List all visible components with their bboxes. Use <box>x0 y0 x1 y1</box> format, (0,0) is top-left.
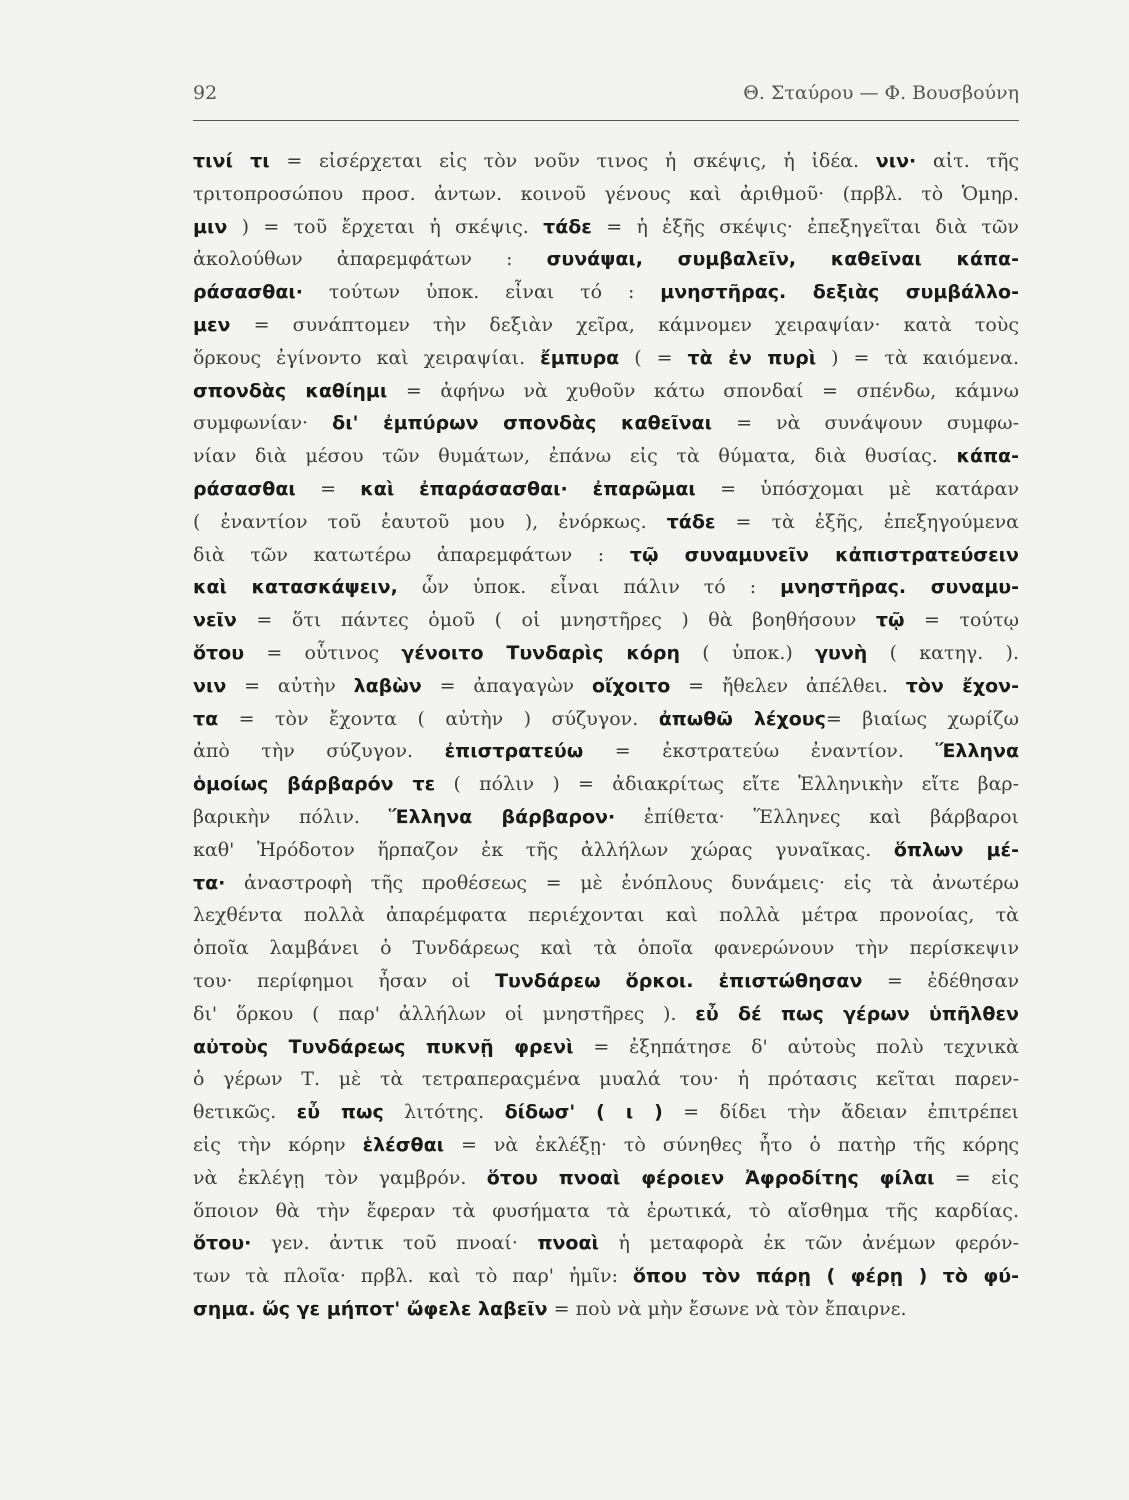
gloss-text: ἀναστροφὴ τῆς προθέσεως = μὲ ἐνόπλους δυνάμεις· εἰς τὰ ἀνωτέρω <box>225 871 1019 894</box>
text-line <box>193 1293 1019 1326</box>
gloss-text: = δίδει τὴν ἄδειαν ἐπιτρέπει <box>662 1101 1019 1124</box>
gloss-text: = ἤθελεν ἀπέλθει. <box>670 674 906 697</box>
gloss-text: = ἡ ἑξῆς σκέψις· ἐπεξηγεῖται διὰ τῶν <box>591 215 1019 238</box>
lemma-term: νιν· <box>875 150 917 172</box>
text-line <box>193 834 1019 867</box>
commentary-text <box>193 145 1019 1326</box>
gloss-text: ὁποῖα λαμβάνει ὁ Τυνδάρεως καὶ τὰ ὁποῖα φανερώνουν τὴν περίσκεψιν <box>193 937 1019 960</box>
text-line <box>193 178 1019 211</box>
text-line <box>193 407 1019 440</box>
text-line <box>193 473 1019 506</box>
lemma-term: νιν <box>193 674 227 697</box>
lemma-term: κάπα- <box>956 445 1019 468</box>
gloss-text: = νὰ ἐκλέξῃ· τὸ σύνηθες ἦτο ὁ πατὴρ τῆς κόρης <box>444 1133 1019 1156</box>
gloss-text: = συνάπτομεν τὴν δεξιὰν χεῖρα, κάμνομεν χειραψίαν· κατὰ τοὺς <box>230 313 1019 336</box>
gloss-text: = οὗτινος <box>244 641 402 664</box>
lemma-term: δι' ἐμπύρων σπονδὰς καθεῖναι <box>332 412 713 435</box>
text-line <box>193 1260 1019 1293</box>
gloss-text: διὰ τῶν κατωτέρω ἀπαρεμφάτων : <box>193 543 630 566</box>
lemma-term: ὅπου τὸν πάρῃ ( φέρῃ ) τὸ φύ- <box>632 1265 1019 1288</box>
lemma-term: τάδε <box>666 510 716 533</box>
lemma-term: αὐτοὺς Τυνδάρεως πυκνῇ φρενὶ <box>193 1035 574 1058</box>
gloss-text: = τὰ ἑξῆς, ἐπεξηγούμενα <box>715 510 1019 533</box>
lemma-term: δίδωσ' ( ι ) <box>504 1101 663 1124</box>
gloss-text: καθ' Ἡρόδοτον ἥρπαζον ἐκ τῆς ἀλλήλων χώρας γυναῖκας. <box>193 838 894 861</box>
text-line <box>193 276 1019 309</box>
lemma-term: σπονδὰς καθίημι <box>193 379 388 402</box>
text-line <box>193 604 1019 637</box>
lemma-term: τάδε <box>543 215 592 238</box>
gloss-text: = βιαίως χωρίζω <box>825 707 1019 730</box>
lemma-term: τα <box>193 707 219 730</box>
running-title: Θ. Σταύρου — Φ. Βουσβούνη <box>743 82 1019 104</box>
gloss-text: ( κατηγ. ). <box>867 641 1019 664</box>
gloss-text: βαρικὴν πόλιν. <box>193 805 389 828</box>
gloss-text: ( πόλιν ) = ἀδιακρίτως εἴτε Ἑλληνικὴν εἴτε βαρ- <box>435 773 1019 796</box>
gloss-text: νίαν διὰ μέσου τῶν θυμάτων, ἐπάνω εἰς τὰ θύματα, διὰ θυσίας. <box>193 445 957 468</box>
gloss-text: τριτοπροσώπου προσ. ἀντων. κοινοῦ γένους καὶ ἀριθμοῦ· (πρβλ. τὸ Ὁμηρ. <box>193 182 1019 205</box>
lemma-term: τῷ συναμυνεῖν κἀπιστρατεύσειν <box>629 543 1019 566</box>
gloss-text: = ὅτι πάντες ὁμοῦ ( οἱ μνηστῆρες ) θὰ βοηθήσουν <box>236 609 876 632</box>
gloss-text: = ἐκστρατεύω ἐναντίον. <box>583 740 936 763</box>
lemma-term: τῷ <box>875 609 905 632</box>
text-line <box>193 1096 1019 1129</box>
text-line <box>193 145 1019 178</box>
text-line <box>193 506 1019 539</box>
gloss-text: ( = <box>619 346 688 369</box>
text-line <box>193 1227 1019 1260</box>
text-line <box>193 735 1019 768</box>
lemma-term: ὅτου <box>193 641 245 664</box>
gloss-text: = ἀφήνω νὰ χυθοῦν κάτω σπονδαί = σπένδω, κάμνω <box>387 379 1019 402</box>
lemma-term: μιν <box>193 215 228 238</box>
lemma-term: ὅπλων μέ- <box>893 838 1019 861</box>
gloss-text: = εἰς <box>934 1166 1019 1189</box>
gloss-text: = ἐδέθησαν <box>862 969 1019 992</box>
text-line <box>193 637 1019 670</box>
lemma-term: λαβὼν <box>353 674 422 697</box>
gloss-text: ὅποιον θὰ τὴν ἔφεραν τὰ φυσήματα τὰ ἐρωτικά, τὸ αἴσθημα τῆς καρδίας. <box>193 1199 1019 1222</box>
text-line <box>193 965 1019 998</box>
gloss-text: δι' ὅρκου ( παρ' ἀλλήλων οἱ μνηστῆρες ). <box>193 1002 696 1025</box>
text-line <box>193 1162 1019 1195</box>
gloss-text: = ἀπαγαγὼν <box>421 674 592 697</box>
gloss-text: νὰ ἐκλέγῃ τὸν γαμβρόν. <box>193 1166 487 1189</box>
lemma-term: μνηστῆρας. δεξιὰς συμβάλλο- <box>660 281 1019 304</box>
gloss-text: = αὐτὴν <box>226 674 354 697</box>
gloss-text: εἰς τὴν κόρην <box>193 1133 363 1156</box>
gloss-text: = <box>295 477 361 500</box>
gloss-text: = τὸν ἔχοντα ( αὐτὴν ) σύζυγον. <box>218 707 659 730</box>
text-line <box>193 768 1019 801</box>
gloss-text: του· περίφημοι ἦσαν οἱ <box>193 969 496 992</box>
gloss-text: ) = τοῦ ἔρχεται ἡ σκέψις. <box>227 215 544 238</box>
gloss-text: ἀπὸ τὴν σύζυγον. <box>193 740 445 763</box>
lemma-term: ὅτου· <box>193 1232 252 1255</box>
gloss-text: ὅρκους ἐγίνοντο καὶ χειραψίαι. <box>193 346 541 369</box>
gloss-text: ἀκολούθων ἀπαρεμφάτων : <box>193 248 547 271</box>
gloss-text: τούτων ὑποκ. εἶναι τό : <box>303 281 661 304</box>
lemma-term: καὶ κατασκάψειν, <box>193 576 398 599</box>
lemma-term: ράσασθαι· <box>193 281 304 304</box>
gloss-text: ( ἐναντίον τοῦ ἑαυτοῦ μου ), ἐνόρκως. <box>193 510 667 533</box>
lemma-term: τινί τι <box>193 150 270 172</box>
text-line <box>193 998 1019 1031</box>
header-rule <box>193 120 1019 121</box>
gloss-text: των τὰ πλοῖα· πρβλ. καὶ τὸ παρ' ἡμῖν: <box>193 1265 633 1288</box>
lemma-term: τὰ ἐν πυρὶ <box>687 346 817 369</box>
gloss-text: λιτότης. <box>383 1101 505 1124</box>
text-line <box>193 670 1019 703</box>
text-line <box>193 211 1019 244</box>
gloss-text: = ποὺ νὰ μὴν ἔσωνε νὰ τὸν ἔπαιρνε. <box>547 1297 907 1320</box>
lemma-term: συνάψαι, συμβαλεῖν, καθεῖναι κάπα- <box>546 248 1019 271</box>
gloss-text: ἐπίθετα· Ἕλληνες καὶ βάρβαροι <box>615 805 1019 828</box>
gloss-text: = νὰ συνάψουν συμφω- <box>712 412 1019 435</box>
lemma-term: σημα. ὥς γε μήποτ' ὤφελε λαβεῖν <box>193 1297 548 1320</box>
gloss-text: ὧν ὑποκ. εἶναι πάλιν τό : <box>397 576 781 599</box>
lemma-term: νεῖν <box>193 609 237 632</box>
lemma-term: πνοαὶ <box>537 1232 599 1255</box>
text-line <box>193 1063 1019 1096</box>
text-line <box>193 867 1019 900</box>
text-line <box>193 899 1019 932</box>
lemma-term: γένοιτο Τυνδαρὶς κόρη <box>401 641 680 664</box>
gloss-text: ( ὑποκ.) <box>680 641 816 664</box>
text-line <box>193 243 1019 276</box>
lemma-term: οἴχοιτο <box>591 674 671 697</box>
gloss-text: ) = τὰ καιόμενα. <box>816 346 1019 369</box>
lemma-term: εὖ πως <box>296 1101 384 1124</box>
lemma-term: γυνὴ <box>815 641 868 664</box>
lemma-term: μνηστῆρας. συναμυ- <box>780 576 1019 599</box>
text-line <box>193 1031 1019 1064</box>
lemma-term: ράσασθαι <box>193 477 296 500</box>
running-header <box>193 82 1019 104</box>
text-line <box>193 309 1019 342</box>
gloss-text: γεν. ἀντικ τοῦ πνοαί· <box>251 1232 538 1255</box>
lemma-term: τα· <box>193 871 226 894</box>
gloss-text: = ἐξηπάτησε δ' αὐτοὺς πολὺ τεχνικὰ <box>573 1035 1019 1058</box>
lemma-term: Ἕλληνα βάρβαρον· <box>388 805 616 828</box>
lemma-term: τὸν ἔχον- <box>905 674 1019 697</box>
text-line <box>193 342 1019 375</box>
gloss-text: αἰτ. τῆς <box>916 150 1019 172</box>
text-line <box>193 1129 1019 1162</box>
text-line <box>193 539 1019 572</box>
gloss-text: συμφωνίαν· <box>193 412 333 435</box>
text-line <box>193 703 1019 736</box>
lemma-term: ἑλέσθαι <box>362 1133 445 1156</box>
lemma-term: ὁμοίως βάρβαρόν τε <box>193 773 436 796</box>
page-number: 92 <box>193 82 218 104</box>
lemma-term: ἐπιστρατεύω <box>444 740 584 763</box>
text-line <box>193 801 1019 834</box>
lemma-term: Ἕλληνα <box>935 740 1019 763</box>
text-line <box>193 375 1019 408</box>
gloss-text: = εἰσέρχεται εἰς τὸν νοῦν τινος ἡ σκέψις, ἡ ἰδέα. <box>269 150 876 172</box>
gloss-text: = ὑπόσχομαι μὲ κατάραν <box>695 477 1019 500</box>
gloss-text: ἡ μεταφορὰ ἐκ τῶν ἀνέμων φερόν- <box>598 1232 1019 1255</box>
gloss-text: θετικῶς. <box>193 1101 297 1124</box>
lemma-term: μεν <box>193 313 231 336</box>
lemma-term: ὅτου πνοαὶ φέροιεν Ἀφροδίτης φίλαι <box>486 1166 935 1189</box>
gloss-text: ὁ γέρων Τ. μὲ τὰ τετραπεραςμένα μυαλά του· ἡ πρότασις κεῖται παρεν- <box>193 1068 1019 1091</box>
gloss-text: = τούτῳ <box>904 609 1019 632</box>
text-line <box>193 571 1019 604</box>
lemma-term: Τυνδάρεω ὅρκοι. ἐπιστώθησαν <box>495 969 863 992</box>
lemma-term: ἔμπυρα <box>540 346 620 369</box>
lemma-term: ἀπωθῶ λέχους <box>658 707 826 730</box>
text-line <box>193 440 1019 473</box>
text-line <box>193 932 1019 965</box>
lemma-term: καὶ ἐπαράσασθαι· ἐπαρῶμαι <box>360 477 696 500</box>
text-line <box>193 1195 1019 1228</box>
lemma-term: εὖ δέ πως γέρων ὑπῆλθεν <box>695 1002 1019 1025</box>
gloss-text: λεχθέντα πολλὰ ἀπαρέμφατα περιέχονται καὶ πολλὰ μέτρα προνοίας, τὰ <box>193 904 1019 927</box>
